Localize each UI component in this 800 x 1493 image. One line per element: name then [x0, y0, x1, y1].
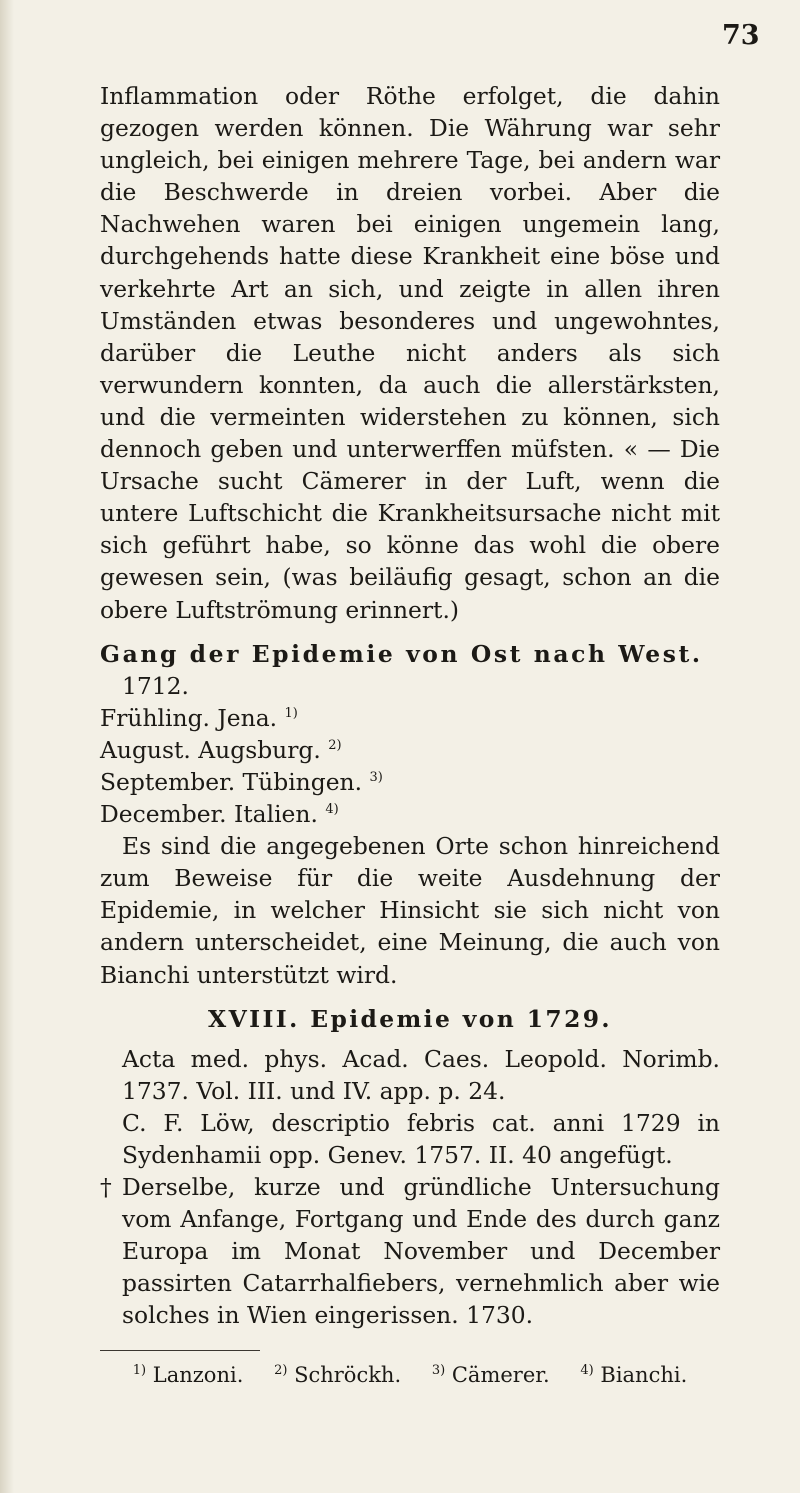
reference-entry: [100, 1107, 720, 1171]
reference-text: Acta med. phys. Acad. Caes. Leopold. Norimb. 1737. Vol. III. und IV. app. p. 24.: [122, 1044, 720, 1105]
timeline-entry: [100, 798, 720, 830]
section-heading-epidemie-1729: XVIII. Epidemie von 1729.: [208, 1004, 612, 1033]
timeline-entry-text: September. Tübingen.: [100, 767, 363, 796]
footnote: [580, 1363, 687, 1387]
timeline-year: 1712.: [122, 671, 189, 700]
footnote: [432, 1363, 550, 1387]
reference-entry: [100, 1043, 720, 1107]
timeline-entry-text: August. Augsburg.: [100, 735, 321, 764]
paragraph-ausdehnung: Es sind die angegebenen Orte schon hinreichend zum Beweise für die weite Ausdehnung der Epidemie, in welcher Hinsicht sie sich nicht von andern unterscheidet, eine Meinung, die auch von Bianchi unterstützt wird.: [100, 832, 720, 989]
footnote-ref: 2): [328, 738, 342, 754]
timeline-entry: [100, 702, 720, 734]
reference-text: Derselbe, kurze und gründliche Untersuchung vom Anfange, Fortgang und Ende des durch ganz Europa im Monat November und December passirten Catarrhalfiebers, vernehmlich aber wie solches in Wien eingerissen. 1730.: [122, 1173, 720, 1330]
footnote-mark: 1): [132, 1362, 147, 1378]
timeline-list: [100, 702, 720, 830]
footnote: [274, 1363, 401, 1387]
page-content: [100, 80, 720, 1389]
footnote-text: Schröckh.: [294, 1362, 402, 1387]
reference-prefix: †: [100, 1173, 112, 1202]
footnote-divider: [100, 1350, 260, 1351]
footnote-mark: 4): [580, 1362, 594, 1378]
timeline-entry: [100, 766, 720, 798]
footnote-mark: 3): [431, 1362, 446, 1378]
footnote-ref: 1): [284, 705, 298, 721]
page-edge: [0, 0, 14, 1493]
timeline-entry-text: Frühling. Jena.: [100, 703, 278, 732]
footnote-text: Lanzoni.: [152, 1362, 244, 1387]
footnote: [133, 1363, 244, 1387]
reference-list: [100, 1043, 720, 1332]
footnote-mark: 2): [274, 1362, 288, 1378]
timeline-entry: [100, 734, 720, 766]
footnote-ref: 3): [369, 770, 383, 786]
reference-entry: [100, 1171, 720, 1331]
footnote-text: Cämerer.: [451, 1362, 550, 1387]
footnote-ref: 4): [325, 802, 339, 818]
paragraph-inflammation: Inflammation oder Röthe erfolget, die dahin gezogen werden können. Die Währung war sehr ungleich, bei einigen mehrere Tage, bei andern war die Beschwerde in dreien vorbei. Aber die Nachwehen waren bei einigen ungemein lang, durchgehends hatte diese Krankheit eine böse und verkehrte Art an sich, und zeigte in allen ihren Umständen etwas besonderes und ungewohntes, darüber die Leuthe nicht anders als sich verwundern konnten, da auch die allerstärksten, und die vermeinten widerstehen zu können, sich dennoch geben und unterwerffen müfsten. « — Die Ursache sucht Cämerer in der Luft, wenn die untere Luftschicht die Krankheitsursache nicht mit sich geführt habe, so könne das wohl die obere gewesen sein, (was beiläufig gesagt, schon an die obere Luftströmung erinnert.): [100, 82, 720, 624]
page-number: 73: [722, 20, 760, 51]
section-heading-gang: Gang der Epidemie von Ost nach West.: [100, 639, 703, 668]
footnotes: [100, 1361, 720, 1389]
reference-text: C. F. Löw, descriptio febris cat. anni 1729 in Sydenhamii opp. Genev. 1757. II. 40 angefügt.: [122, 1108, 720, 1169]
timeline-entry-text: December. Italien.: [100, 800, 318, 829]
footnote-text: Bianchi.: [600, 1362, 688, 1387]
